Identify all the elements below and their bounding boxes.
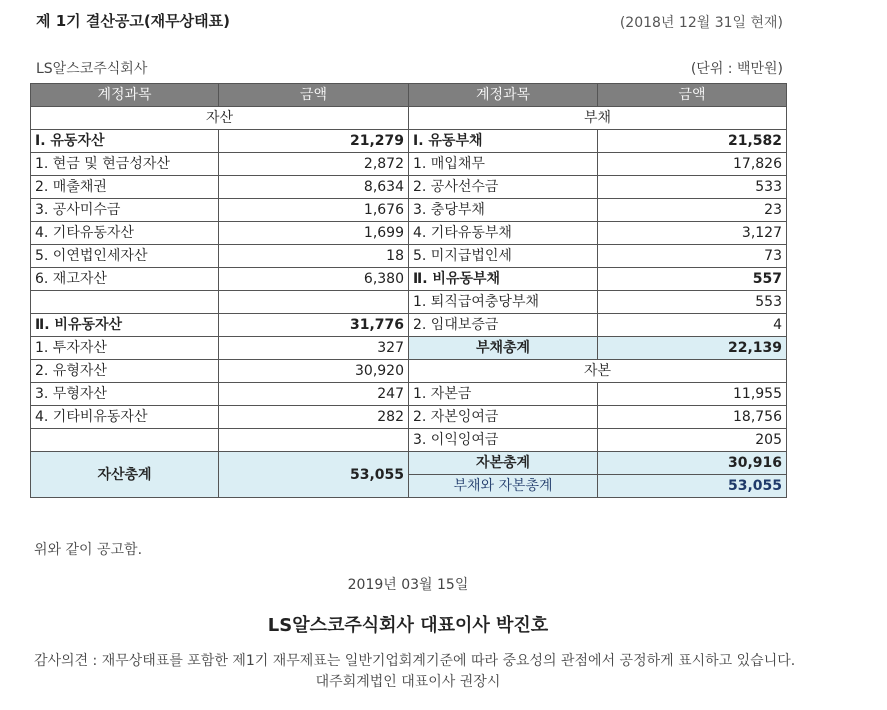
equity-value: 18,756 — [598, 406, 787, 429]
liability-value: 23 — [598, 199, 787, 222]
liability-label: 4. 기타유동부채 — [409, 222, 598, 245]
table-row — [31, 291, 787, 314]
notice-text: 위와 같이 공고함. — [34, 542, 143, 558]
equity-value: 205 — [598, 429, 787, 452]
equity-value: 11,955 — [598, 383, 787, 406]
liability-value: 3,127 — [598, 222, 787, 245]
liabilities-section-label: 부채 — [409, 107, 787, 130]
noncurrent-liabilities-title: Ⅱ. 비유동부채 — [409, 268, 598, 291]
asset-label: 4. 기타유동자산 — [31, 222, 219, 245]
current-liabilities-title: Ⅰ. 유동부채 — [409, 130, 598, 153]
liability-label: 2. 공사선수금 — [409, 176, 598, 199]
col-amount-left: 금액 — [219, 84, 409, 107]
asset-label: 1. 현금 및 현금성자산 — [31, 153, 219, 176]
section-row — [31, 107, 787, 130]
equity-section-label: 자본 — [409, 360, 787, 383]
noncurrent-assets-total: 31,776 — [219, 314, 409, 337]
asset-label: 6. 재고자산 — [31, 268, 219, 291]
asset-value: 6,380 — [219, 268, 409, 291]
grand-total-value: 53,055 — [598, 475, 787, 498]
col-account-left: 계정과목 — [31, 84, 219, 107]
asset-value: 327 — [219, 337, 409, 360]
assets-total-label: 자산총계 — [31, 452, 219, 498]
issue-date: 2019년 03월 15일 — [347, 577, 469, 593]
asset-label: 2. 유형자산 — [31, 360, 219, 383]
table-row — [31, 268, 787, 291]
company-name: LS알스코주식회사 — [36, 61, 148, 77]
asset-label: 3. 무형자산 — [31, 383, 219, 406]
empty-cell — [219, 291, 409, 314]
liability-label: 1. 매입채무 — [409, 153, 598, 176]
asset-label: 3. 공사미수금 — [31, 199, 219, 222]
liability-value: 73 — [598, 245, 787, 268]
table-row — [31, 360, 787, 383]
table-row — [31, 452, 787, 475]
table-row — [31, 314, 787, 337]
unit-label: (단위 : 백만원) — [690, 61, 783, 77]
signer: LS알스코주식회사 대표이사 박진호 — [267, 615, 549, 636]
assets-section-label: 자산 — [31, 107, 409, 130]
liability-value: 17,826 — [598, 153, 787, 176]
table-row — [31, 245, 787, 268]
liabilities-total-label: 부채총계 — [409, 337, 598, 360]
asset-label: 4. 기타비유동자산 — [31, 406, 219, 429]
asset-value: 18 — [219, 245, 409, 268]
asset-value: 1,676 — [219, 199, 409, 222]
equity-label: 3. 이익잉여금 — [409, 429, 598, 452]
asset-value: 247 — [219, 383, 409, 406]
empty-cell — [31, 291, 219, 314]
table-row — [31, 130, 787, 153]
empty-cell — [31, 429, 219, 452]
liability-label: 1. 퇴직급여충당부채 — [409, 291, 598, 314]
asset-value: 1,699 — [219, 222, 409, 245]
liability-label: 5. 미지급법인세 — [409, 245, 598, 268]
current-liabilities-total: 21,582 — [598, 130, 787, 153]
assets-total-value: 53,055 — [219, 452, 409, 498]
table-row — [31, 383, 787, 406]
table-row — [31, 406, 787, 429]
current-assets-title: Ⅰ. 유동자산 — [31, 130, 219, 153]
asset-value: 282 — [219, 406, 409, 429]
col-amount-right: 금액 — [598, 84, 787, 107]
liability-label: 3. 충당부채 — [409, 199, 598, 222]
audit-opinion: 감사의견 : 재무상태표를 포함한 제1기 재무제표는 일반기업회계기준에 따라 중요성의 관점에서 공정하게 표시하고 있습니다. — [34, 653, 796, 669]
noncurrent-assets-title: Ⅱ. 비유동자산 — [31, 314, 219, 337]
liabilities-total-value: 22,139 — [598, 337, 787, 360]
liability-value: 553 — [598, 291, 787, 314]
auditor: 대주회계법인 대표이사 권장시 — [315, 674, 501, 690]
asset-value: 2,872 — [219, 153, 409, 176]
empty-cell — [219, 429, 409, 452]
liability-value: 533 — [598, 176, 787, 199]
liability-value: 4 — [598, 314, 787, 337]
page-title: 제 1기 결산공고(재무상태표) — [36, 12, 230, 30]
current-assets-total: 21,279 — [219, 130, 409, 153]
col-account-right: 계정과목 — [409, 84, 598, 107]
asset-value: 8,634 — [219, 176, 409, 199]
table-row — [31, 429, 787, 452]
header-row — [31, 84, 787, 107]
equity-total-value: 30,916 — [598, 452, 787, 475]
asset-label: 1. 투자자산 — [31, 337, 219, 360]
table-row — [31, 176, 787, 199]
liability-label: 2. 임대보증금 — [409, 314, 598, 337]
equity-total-label: 자본총계 — [409, 452, 598, 475]
equity-label: 1. 자본금 — [409, 383, 598, 406]
noncurrent-liabilities-total: 557 — [598, 268, 787, 291]
as-of-date: (2018년 12월 31일 현재) — [619, 15, 783, 31]
balance-sheet-table — [30, 83, 787, 498]
asset-value: 30,920 — [219, 360, 409, 383]
grand-total-label: 부채와 자본총계 — [409, 475, 598, 498]
asset-label: 2. 매출채권 — [31, 176, 219, 199]
table-row — [31, 337, 787, 360]
equity-label: 2. 자본잉여금 — [409, 406, 598, 429]
table-row — [31, 199, 787, 222]
table-row — [31, 222, 787, 245]
table-row — [31, 153, 787, 176]
asset-label: 5. 이연법인세자산 — [31, 245, 219, 268]
